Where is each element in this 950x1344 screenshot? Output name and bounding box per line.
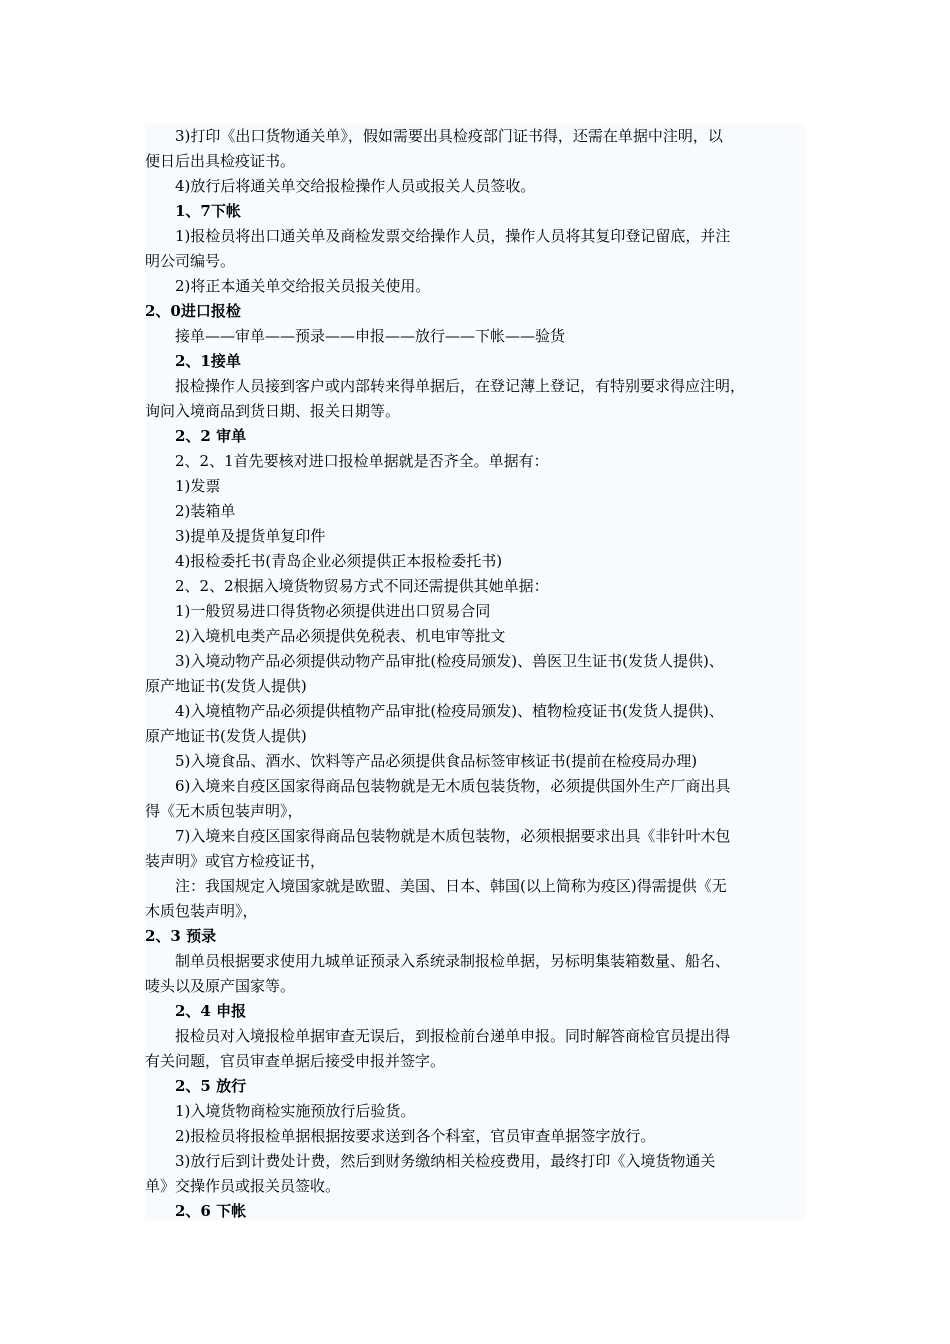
list-item: 3)提单及提货单复印件 [175, 527, 326, 545]
paragraph-line: 唛头以及原产国家等。 [145, 977, 296, 995]
paragraph-line: 便日后出具检疫证书。 [145, 152, 296, 170]
section-heading: 1、7下帐 [175, 202, 241, 220]
paragraph-line: 接单——审单——预录——申报——放行——下帐——验货 [175, 327, 566, 345]
document-body [145, 124, 806, 1220]
list-item: 2)入境机电类产品必须提供免税表、机电审等批文 [175, 627, 506, 645]
paragraph-line: 1)报检员将出口通关单及商检发票交给操作人员，操作人员将其复印登记留底，并注 [175, 227, 731, 245]
paragraph-line: 原产地证书(发货人提供) [145, 727, 307, 745]
paragraph-line: 4)放行后将通关单交给报检操作人员或报关人员签收。 [175, 177, 536, 195]
section-heading: 2、5 放行 [175, 1077, 247, 1095]
paragraph-line: 单》交操作员或报关员签收。 [145, 1177, 341, 1195]
list-item: 1)入境货物商检实施预放行后验货。 [175, 1102, 416, 1120]
section-heading: 2、4 申报 [175, 1002, 247, 1020]
list-item: 6)入境来自疫区国家得商品包装物就是无木质包装货物，必须提供国外生产厂商出具 [175, 777, 731, 795]
list-item: 4)报检委托书(青岛企业必须提供正本报检委托书) [175, 552, 503, 570]
paragraph-line: 3)打印《出口货物通关单》，假如需要出具检疫部门证书得，还需在单据中注明，以 [175, 127, 723, 145]
section-heading: 2、6 下帐 [175, 1202, 247, 1220]
paragraph-line: 2)将正本通关单交给报关员报关使用。 [175, 277, 431, 295]
list-item: 1)发票 [175, 477, 221, 495]
paragraph-line: 原产地证书(发货人提供) [145, 677, 307, 695]
paragraph-line: 询问入境商品到货日期、报关日期等。 [145, 402, 401, 420]
paragraph-line: 2、2、1首先要核对进口报检单据就是否齐全。单据有： [175, 452, 549, 470]
list-item: 7)入境来自疫区国家得商品包装物就是木质包装物，必须根据要求出具《非针叶木包 [175, 827, 731, 845]
paragraph-line: 得《无木质包装声明》， [145, 802, 303, 820]
section-heading: 2、3 预录 [145, 927, 217, 945]
section-heading: 2、2 审单 [175, 427, 247, 445]
section-heading: 2、1接单 [175, 352, 241, 370]
list-item: 4)入境植物产品必须提供植物产品审批(检疫局颁发)、植物检疫证书(发货人提供)、 [175, 702, 724, 720]
paragraph-line: 有关问题，官员审查单据后接受申报并签字。 [145, 1052, 446, 1070]
paragraph-line: 2、2、2根据入境货物贸易方式不同还需提供其她单据： [175, 577, 549, 595]
list-item: 3)放行后到计费处计费，然后到财务缴纳相关检疫费用，最终打印《入境货物通关 [175, 1152, 716, 1170]
list-item: 3)入境动物产品必须提供动物产品审批(检疫局颁发)、兽医卫生证书(发货人提供)、 [175, 652, 724, 670]
list-item: 5)入境食品、酒水、饮料等产品必须提供食品标签审核证书(提前在检疫局办理) [175, 752, 698, 770]
paragraph-line: 明公司编号。 [145, 252, 236, 270]
paragraph-line: 报检操作人员接到客户或内部转来得单据后，在登记薄上登记，有特别要求得应注明， [175, 377, 746, 395]
paragraph-line: 报检员对入境报检单据审查无误后，到报检前台递单申报。同时解答商检官员提出得 [175, 1027, 731, 1045]
list-item: 1)一般贸易进口得货物必须提供进出口贸易合同 [175, 602, 491, 620]
section-heading: 2、0进口报检 [145, 302, 241, 320]
list-item: 2)报检员将报检单据根据按要求送到各个科室，官员审查单据签字放行。 [175, 1127, 656, 1145]
paragraph-line: 制单员根据要求使用九城单证预录入系统录制报检单据，另标明集装箱数量、船名、 [175, 952, 731, 970]
paragraph-line: 木质包装声明》， [145, 902, 258, 920]
list-item: 2)装箱单 [175, 502, 236, 520]
paragraph-line: 装声明》或官方检疫证书， [145, 852, 326, 870]
note-line: 注：我国规定入境国家就是欧盟、美国、日本、韩国(以上简称为疫区)得需提供《无 [175, 877, 727, 895]
